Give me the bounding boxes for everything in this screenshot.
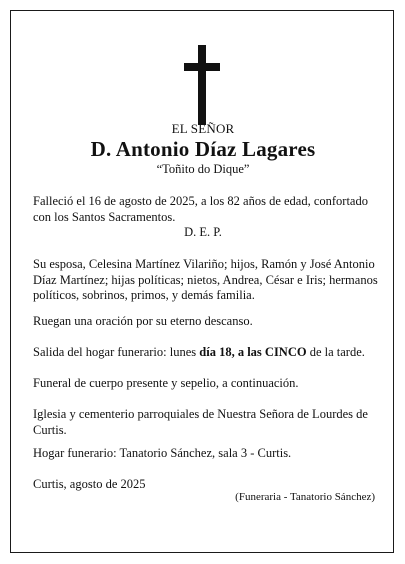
- departure-prefix: Salida del hogar funerario: lunes: [33, 345, 200, 359]
- funeral-home-signature: (Funeraria - Tanatorio Sánchez): [235, 491, 375, 503]
- church-paragraph: Iglesia y cementerio parroquiales de Nuestra Señora de Lourdes de Curtis.: [33, 407, 368, 437]
- death-notice: Falleció el 16 de agosto de 2025, a los 82 años de edad, confortado con los Santos Sacramentos.: [33, 194, 368, 224]
- departure-emphasis: día 18, a las CINCO: [199, 345, 307, 359]
- nickname: “Toñito do Dique”: [156, 162, 250, 176]
- prayer-paragraph: Ruegan una oración por su eterno descanso.: [33, 314, 253, 328]
- place-date: Curtis, agosto de 2025: [33, 477, 146, 491]
- deceased-name: D. Antonio Díaz Lagares: [90, 137, 316, 161]
- rip-text: D. E. P.: [184, 225, 222, 239]
- obituary-card: [10, 10, 394, 553]
- funeral-paragraph: Funeral de cuerpo presente y sepelio, a continuación.: [33, 376, 299, 390]
- funeral-home-paragraph: Hogar funerario: Tanatorio Sánchez, sala 3 - Curtis.: [33, 446, 292, 460]
- honorific-label: EL SEÑOR: [171, 121, 235, 136]
- family-paragraph: Su esposa, Celesina Martínez Vilariño; hijos, Ramón y José Antonio Díaz Martínez; hijas políticas; nietos, Andrea, César e Iris; hermanos políticos, sobrinos, primos, y demás familia.: [33, 257, 378, 302]
- departure-suffix: de la tarde.: [306, 345, 365, 359]
- departure-paragraph: [33, 345, 378, 361]
- cross-icon: [184, 45, 220, 125]
